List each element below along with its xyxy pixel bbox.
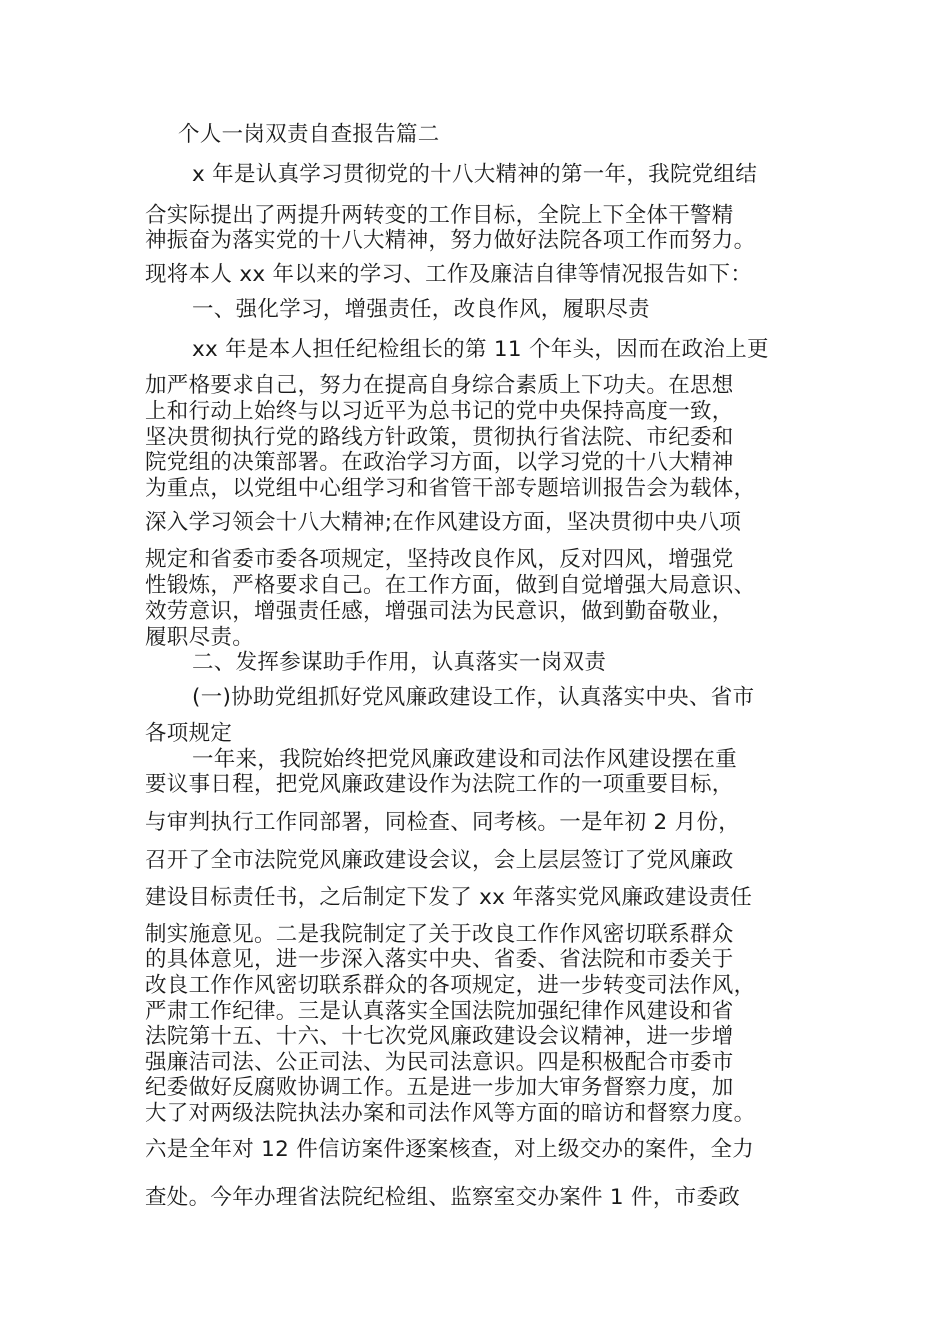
text-line: 履职尽责。	[145, 625, 255, 650]
text-line: 要议事日程，把党风廉政建设作为法院工作的一项重要目标，	[145, 772, 734, 797]
text-line: 召开了全市法院党风廉政建设会议，会上层层签订了党风廉政	[145, 848, 734, 873]
text-line: 法院第十五、十六、十七次党风廉政建设会议精神，进一步增	[145, 1024, 734, 1049]
text-line: 上和行动上始终与以习近平为总书记的党中央保持高度一致，	[145, 399, 734, 424]
text-line: 坚决贯彻执行党的路线方针政策，贯彻执行省法院、市纪委和	[145, 425, 734, 450]
text-line: 现将本人 xx 年以来的学习、工作及廉洁自律等情况报告如下：	[145, 262, 753, 287]
document-title: 个人一岗双责自查报告篇二	[178, 122, 440, 147]
text-line: 加严格要求自己，努力在提高自身综合素质上下功夫。在思想	[145, 373, 734, 398]
text-line: 大了对两级法院执法办案和司法作风等方面的暗访和督察力度。	[145, 1101, 756, 1126]
text-line: 规定和省委市委各项规定，坚持改良作风，反对四风，增强党	[145, 547, 734, 572]
text-line: 强廉洁司法、公正司法、为民司法意识。四是积极配合市委市	[145, 1050, 734, 1075]
text-line: 一年来，我院始终把党风廉政建设和司法作风建设摆在重	[192, 747, 738, 772]
text-line: 建设目标责任书，之后制定下发了 xx 年落实党风廉政建设责任	[145, 885, 753, 910]
text-line: 的具体意见，进一步深入落实中央、省委、省法院和市委关于	[145, 947, 734, 972]
text-line: 效劳意识，增强责任感，增强司法为民意识，做到勤奋敬业，	[145, 599, 734, 624]
text-line: xx 年是本人担任纪检组长的第 11 个年头，因而在政治上更	[192, 337, 769, 362]
text-line: 院党组的决策部署。在政治学习方面，以学习党的十八大精神	[145, 450, 734, 475]
section-heading: 一、强化学习，增强责任，改良作风，履职尽责	[192, 297, 650, 322]
text-line: x 年是认真学习贯彻党的十八大精神的第一年，我院党组结	[192, 162, 758, 187]
text-line: 查处。今年办理省法院纪检组、监察室交办案件 1 件，市委政	[145, 1185, 741, 1210]
text-line: 性锻炼，严格要求自己。在工作方面，做到自觉增强大局意识、	[145, 573, 756, 598]
text-line: 为重点，以党组中心组学习和省管干部专题培训报告会为载体，	[145, 476, 756, 501]
text-line: 六是全年对 12 件信访案件逐案核查，对上级交办的案件，全力	[145, 1137, 755, 1162]
subsection-heading: (一)协助党组抓好党风廉政建设工作，认真落实中央、省市	[192, 685, 755, 710]
text-line: 合实际提出了两提升两转变的工作目标，全院上下全体干警精	[145, 203, 734, 228]
text-line: 改良工作作风密切联系群众的各项规定，进一步转变司法作风，	[145, 973, 756, 998]
text-line: 神振奋为落实党的十八大精神，努力做好法院各项工作而努力。	[145, 228, 756, 253]
text-line: 严肃工作纪律。三是认真落实全国法院加强纪律作风建设和省	[145, 999, 734, 1024]
text-line: 与审判执行工作同部署，同检查、同考核。一是年初 2 月份，	[145, 810, 741, 835]
text-line: 制实施意见。二是我院制定了关于改良工作作风密切联系群众	[145, 922, 734, 947]
section-heading: 二、发挥参谋助手作用，认真落实一岗双责	[192, 650, 607, 675]
text-line: 深入学习领会十八大精神;在作风建设方面，坚决贯彻中央八项	[145, 510, 742, 535]
subsection-heading: 各项规定	[145, 721, 233, 746]
text-line: 纪委做好反腐败协调工作。五是进一步加大审务督察力度，加	[145, 1075, 734, 1100]
